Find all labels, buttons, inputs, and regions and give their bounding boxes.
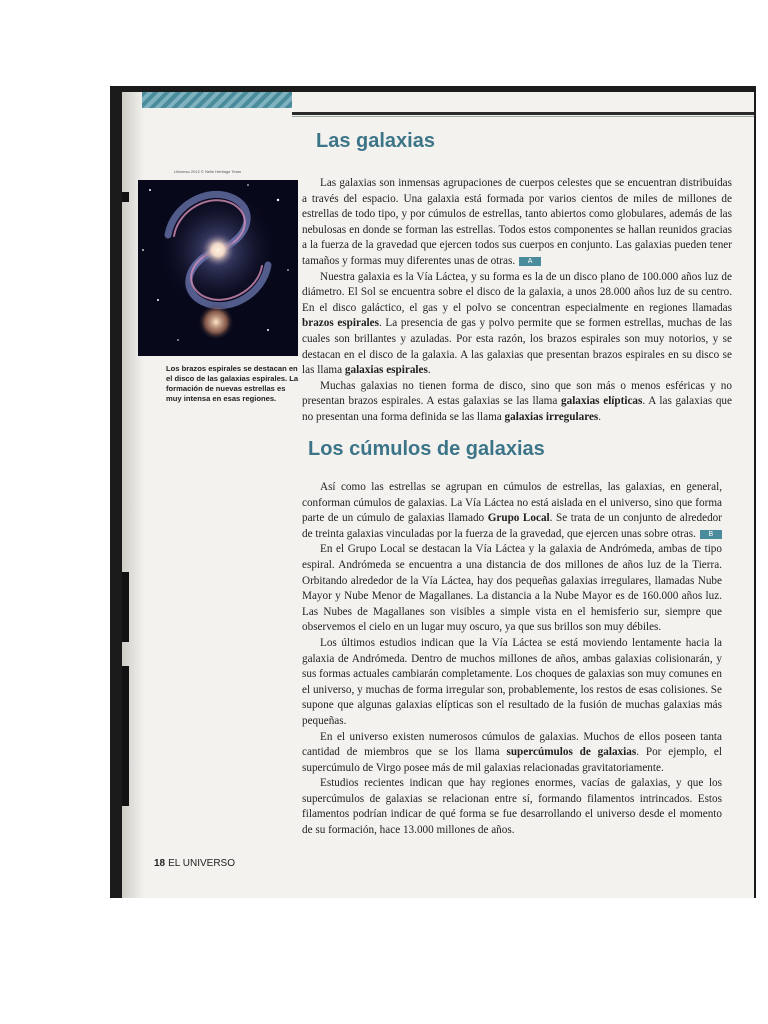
spiral-galaxy-photo — [138, 180, 298, 356]
text-run: . A las galaxias que no presentan una forma definida se las llama — [302, 395, 732, 423]
section-galaxias-body — [302, 176, 732, 426]
side-bar-mark — [122, 192, 129, 202]
photo-credit: Universo 2012 © Nelle Heritage Team — [174, 169, 242, 174]
text-run: . Por ejemplo, el supercúmulo de Virgo posee más de mil galaxias relacionadas gravitatoriamente. — [302, 746, 722, 774]
bold-term: galaxias elípticas — [561, 395, 643, 408]
text-run: . La presencia de gas y polvo permite que se formen estrellas, muchas de las cuales son brillantes y azuladas. Por esta razón, los brazos espirales son muy notorios, y se destacan en el disco de la galaxia. A las galaxias que presentan brazos espirales en su disco se las llama — [302, 317, 732, 377]
bold-term: Grupo Local — [487, 512, 550, 525]
paragraph — [302, 379, 732, 426]
top-rule-thin — [292, 116, 754, 117]
galaxy-illustration — [138, 180, 298, 356]
activity-tag: A — [519, 257, 541, 266]
text-run: . — [598, 410, 602, 423]
text-run: Estudios recientes indican que hay regiones enormes, vacías de galaxias, y que los supercúmulos de galaxias se relacionan entre sí, formando filamentos intrincados. Estos filamentos podrían indicar de qué forma se fue desarrollando el universo desde el momento de su formación, hace 13.000 millones de años. — [302, 777, 722, 837]
paragraph — [302, 480, 722, 542]
text-run: Muchas galaxias no tienen forma de disco, sino que son más o menos esféricas y no presentan brazos espirales. A estas galaxias se las llama — [302, 379, 732, 408]
text-run: Las galaxias son inmensas agrupaciones de cuerpos celestes que se encuentran distribuidas a través del espacio. Una galaxia está formada por varios cientos de miles de millones de estrellas de todo tipo, y por cúmulos de estrellas, tanto abiertos como globulares, además de las nebulosas en donde se forman las estrellas. Todos estos componentes se hallan reunidos gracias a la fuerza de la gravedad que ejercen todos sus cuerpos en conjunto. Las galaxias pueden tener tamaños y formas muy diferentes unas de otras. — [302, 177, 732, 267]
paragraph — [302, 270, 732, 379]
paragraph — [302, 730, 722, 777]
footer-label: EL UNIVERSO — [168, 858, 235, 869]
section-title-las-galaxias: Las galaxias — [316, 130, 435, 152]
bold-term: supercúmulos de galaxias — [506, 746, 637, 759]
page-number: 18 — [154, 858, 166, 869]
text-run: En el Grupo Local se destacan la Vía Láctea y la galaxia de Andrómeda, ambas de tipo espiral. Andrómeda se encuentra a una distancia de dos millones de años luz de la Tierra. Orbitando alrededor de la Vía Láctea, hay dos pequeñas galaxias irregulares, llamadas Nube Mayor y Nube Menor de Magallanes. La distancia a la Nube Mayor es de 160.000 años luz. Las Nubes de Magallanes son visibles a simple vista en el hemisferio sur, siempre que observemos el cielo en un lugar muy oscuro, ya que sus brillos son muy débiles. — [302, 543, 722, 634]
page-footer — [154, 858, 235, 869]
side-bar-mark — [122, 572, 129, 642]
corner-decoration — [142, 92, 292, 108]
paragraph — [302, 776, 722, 838]
bold-term: galaxias espirales — [344, 364, 428, 377]
text-run: Así como las estrellas se agrupan en cúmulos de estrellas, las galaxias, en general, conforman cúmulos de galaxias. La Vía Láctea no está aislada en el universo, sino que forma parte de un cúmulo de galaxias llamado — [302, 481, 722, 525]
side-bar-mark — [122, 666, 129, 806]
bold-term: galaxias irregulares — [504, 410, 599, 423]
paragraph — [302, 176, 732, 270]
section-cumulos-body — [302, 480, 722, 839]
photo-caption: Los brazos espirales se destacan en el disco de las galaxias espirales. La formación de nuevas estrellas es muy intensa en esas regiones. — [166, 364, 299, 403]
text-run: En el universo existen numerosos cúmulos de galaxias. Muchos de ellos poseen tanta cantidad de miembros que se los llama — [302, 730, 722, 759]
top-rule — [292, 112, 754, 115]
text-run: Nuestra galaxia es la Vía Láctea, y su forma es la de un disco plano de 100.000 años luz de diámetro. El Sol se encuentra sobre el disco de la galaxia, a unos 28.000 años luz de su centro. En el disco galáctico, el gas y el polvo se concentran especialmente en regiones llamadas — [302, 270, 732, 314]
section-title-cumulos: Los cúmulos de galaxias — [308, 438, 545, 460]
text-run: . — [427, 364, 431, 377]
paragraph — [302, 636, 722, 730]
activity-tag: B — [700, 530, 722, 539]
bold-term: brazos espirales — [302, 317, 379, 330]
text-run: . Se trata de un conjunto de alrededor de treinta galaxias vinculadas por la fuerza de la gravedad, que ejercen unas sobre otras. — [302, 512, 722, 540]
text-run: Los últimos estudios indican que la Vía Láctea se está moviendo lentamente hacia la galaxia de Andrómeda. Dentro de muchos millones de años, ambas galaxias colisionarán, y sus formas actuales cambiarán completamente. Los choques de galaxias son muy comunes en el universo, y muchas de forma irregular son, probablemente, los restos de esas colisiones. Se supone que algunas galaxias elípticas son el resultado de la fusión de muchas galaxias más pequeñas. — [302, 636, 722, 727]
book-page — [122, 92, 754, 898]
paragraph — [302, 542, 722, 636]
